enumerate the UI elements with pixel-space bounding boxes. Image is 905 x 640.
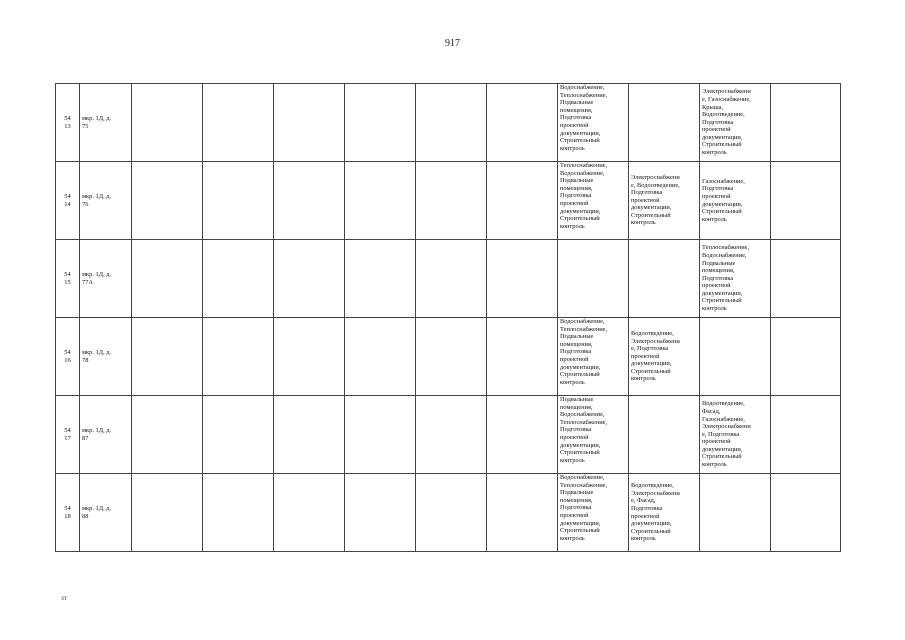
works-cell-a-line: документации, — [560, 129, 601, 137]
empty-cell — [416, 240, 487, 318]
works-cell-c — [700, 318, 771, 396]
works-cell-b-line: контроль — [631, 219, 656, 227]
empty-cell — [203, 240, 274, 318]
empty-cell — [203, 474, 274, 552]
works-cell-b-line: проектной — [631, 352, 660, 360]
address-cell-line: 88 — [82, 512, 89, 520]
works-cell-c-line: е, Подготовка — [702, 430, 740, 438]
table-row — [56, 240, 841, 318]
works-cell-a-line: Подготовка — [560, 504, 592, 512]
works-cell-c-line: Строительный — [702, 453, 742, 461]
row-number-cell-line: 14 — [64, 200, 71, 208]
row-number-cell-line: 15 — [64, 278, 71, 286]
works-cell-b-line: контроль — [631, 535, 656, 543]
works-cell-b — [629, 162, 700, 240]
works-cell-b-line: Электроснабжени — [631, 173, 680, 181]
works-cell-b-line: е, Водоотведение, — [631, 181, 680, 189]
works-cell-c — [700, 84, 771, 162]
row-number-cell-line: 16 — [64, 356, 71, 364]
empty-cell — [345, 162, 416, 240]
address-cell-line: 75 — [82, 122, 89, 130]
table-row — [56, 396, 841, 474]
works-cell-c-line: проектной — [702, 438, 731, 446]
empty-cell — [203, 84, 274, 162]
works-cell-a-line: Строительный — [560, 371, 600, 379]
works-cell-b-line: Подготовка — [631, 189, 663, 197]
works-cell-a-line: контроль — [560, 222, 585, 230]
address-cell — [80, 84, 132, 162]
works-cell-c-line: Строительный — [702, 297, 742, 305]
works-cell-c-line: проектной — [702, 282, 731, 290]
works-cell-a-line: Подготовка — [560, 114, 592, 122]
empty-cell — [132, 84, 203, 162]
address-cell-line: 76 — [82, 200, 89, 208]
row-number-cell-line: 54 — [64, 114, 71, 122]
empty-cell — [771, 84, 841, 162]
address-cell — [80, 396, 132, 474]
works-cell-a-line: Теплоснабжение, — [560, 418, 608, 426]
works-cell-b — [629, 84, 700, 162]
works-cell-c — [700, 396, 771, 474]
empty-cell — [203, 318, 274, 396]
works-cell-a-line: Водоснабжение, — [560, 318, 605, 325]
works-cell-a-line: Подвальные — [560, 333, 594, 341]
works-cell-c-line: Подготовка — [702, 118, 734, 126]
empty-cell — [416, 318, 487, 396]
empty-cell — [132, 240, 203, 318]
row-number-cell — [56, 84, 80, 162]
empty-cell — [771, 162, 841, 240]
works-cell-b-line: Строительный — [631, 527, 671, 535]
works-cell-c-line: контроль — [702, 215, 727, 223]
works-cell-b-line: документации, — [631, 360, 672, 368]
address-cell — [80, 318, 132, 396]
page-number: 917 — [445, 38, 460, 49]
empty-cell — [487, 240, 558, 318]
row-number-cell-line: 17 — [64, 434, 71, 442]
empty-cell — [345, 318, 416, 396]
address-cell — [80, 240, 132, 318]
works-cell-a-line: Подвальные — [560, 177, 594, 185]
works-cell-a-line: Подвальные — [560, 489, 594, 497]
empty-cell — [274, 240, 345, 318]
works-cell-a — [558, 318, 629, 396]
works-cell-c-line: проектной — [702, 126, 731, 134]
works-cell-c-line: документации, — [702, 133, 743, 141]
empty-cell — [274, 84, 345, 162]
works-cell-a-line: контроль — [560, 456, 585, 464]
works-cell-a-line: Водоснабжение, — [560, 169, 605, 177]
works-cell-a-line: проектной — [560, 433, 589, 441]
row-number-cell-line: 13 — [64, 122, 71, 130]
empty-cell — [132, 474, 203, 552]
works-cell-c-line: контроль — [702, 305, 727, 313]
works-cell-b-line: е, Подготовка — [631, 345, 669, 353]
works-cell-a-line: Теплоснабжение, — [560, 91, 608, 99]
works-cell-b — [629, 240, 700, 318]
works-cell-a-line: Подготовка — [560, 192, 592, 200]
works-cell-a-line: помещения, — [560, 184, 593, 192]
works-cell-b — [629, 318, 700, 396]
works-cell-b-line: Строительный — [631, 367, 671, 375]
row-number-cell-line: 54 — [64, 426, 71, 434]
row-number-cell-line: 54 — [64, 270, 71, 278]
works-cell-c — [700, 240, 771, 318]
works-cell-a-line: помещения, — [560, 496, 593, 504]
table-row — [56, 162, 841, 240]
empty-cell — [487, 318, 558, 396]
works-cell-a-line: помещения, — [560, 106, 593, 114]
works-cell-a-line: Подготовка — [560, 426, 592, 434]
works-cell-c-line: Фасад, — [702, 407, 721, 415]
address-cell-line: мкр. 1Д, д. — [82, 504, 112, 512]
works-cell-a-line: Строительный — [560, 137, 600, 145]
works-cell-a-line: проектной — [560, 121, 589, 129]
works-cell-a-line: документации, — [560, 519, 601, 527]
empty-cell — [345, 240, 416, 318]
works-cell-a-line: Теплоснабжение, — [560, 325, 608, 333]
address-cell-line: 78 — [82, 356, 89, 364]
works-cell-b — [629, 474, 700, 552]
empty-cell — [487, 396, 558, 474]
empty-cell — [274, 396, 345, 474]
empty-cell — [416, 474, 487, 552]
works-cell-c-line: Теплоснабжение, — [702, 244, 750, 252]
works-cell-a-line: документации, — [560, 441, 601, 449]
works-cell-a-line: проектной — [560, 511, 589, 519]
address-cell-line: 77А — [82, 278, 94, 286]
works-cell-a-line: помещения, — [560, 403, 593, 411]
works-cell-a-line: контроль — [560, 144, 585, 152]
works-cell-c-line: Строительный — [702, 208, 742, 216]
works-cell-c-line: е, Газоснабжение, — [702, 95, 751, 103]
row-number-cell — [56, 474, 80, 552]
empty-cell — [274, 318, 345, 396]
empty-cell — [345, 396, 416, 474]
works-cell-a-line: Водоснабжение, — [560, 411, 605, 419]
works-cell-a-line: документации, — [560, 207, 601, 215]
row-number-cell-line: 18 — [64, 512, 71, 520]
works-cell-a — [558, 396, 629, 474]
works-cell-c-line: Газоснабжение, — [702, 177, 745, 185]
empty-cell — [416, 396, 487, 474]
empty-cell — [487, 84, 558, 162]
table-row — [56, 84, 841, 162]
table-row — [56, 474, 841, 552]
works-cell-b-line: Электроснабжени — [631, 337, 680, 345]
works-cell-c-line: документации, — [702, 289, 743, 297]
address-cell-line: мкр. 1Д, д. — [82, 192, 112, 200]
works-cell-a-line: помещения, — [560, 340, 593, 348]
works-cell-c — [700, 474, 771, 552]
works-cell-c-line: Подготовка — [702, 274, 734, 282]
row-number-cell — [56, 318, 80, 396]
empty-cell — [771, 396, 841, 474]
works-cell-c-line: помещения, — [702, 267, 735, 275]
works-cell-a-line: Водоснабжение, — [560, 84, 605, 91]
empty-cell — [771, 318, 841, 396]
empty-cell — [274, 474, 345, 552]
works-cell-a-line: контроль — [560, 378, 585, 386]
works-cell-a-line: Теплоснабжение, — [560, 481, 608, 489]
empty-cell — [203, 396, 274, 474]
works-cell-c-line: Крыша, — [702, 103, 724, 111]
empty-cell — [203, 162, 274, 240]
works-cell-a — [558, 474, 629, 552]
works-cell-c-line: документации, — [702, 445, 743, 453]
works-cell-c-line: Газоснабжение, — [702, 415, 745, 423]
works-cell-b-line: Подготовка — [631, 504, 663, 512]
works-cell-a-line: проектной — [560, 355, 589, 363]
works-cell-b-line: Водоотведение, — [631, 482, 674, 490]
works-cell-a-line: проектной — [560, 199, 589, 207]
works-cell-c-line: Водоотведение, — [702, 111, 745, 119]
works-cell-b-line: контроль — [631, 375, 656, 383]
works-cell-c-line: проектной — [702, 192, 731, 200]
works-cell-b-line: Водоотведение, — [631, 329, 674, 337]
address-cell-line: мкр. 1Д, д. — [82, 270, 112, 278]
works-cell-a-line: Водоснабжение, — [560, 474, 605, 481]
works-cell-a-line: Подвальные — [560, 99, 594, 107]
footer-mark: зт — [61, 594, 67, 602]
empty-cell — [487, 474, 558, 552]
table-body — [56, 84, 841, 552]
works-cell-a-line: Строительный — [560, 527, 600, 535]
empty-cell — [274, 162, 345, 240]
works-cell-b-line: е, Фасад, — [631, 497, 656, 505]
repair-schedule-table — [55, 83, 841, 552]
empty-cell — [345, 474, 416, 552]
works-cell-c-line: Водоснабжение, — [702, 251, 747, 259]
row-number-cell-line: 54 — [64, 192, 71, 200]
works-cell-b-line: Электроснабжени — [631, 489, 680, 497]
empty-cell — [345, 84, 416, 162]
address-cell-line: мкр. 1Д, д. — [82, 348, 112, 356]
works-cell-c-line: контроль — [702, 149, 727, 157]
row-number-cell — [56, 162, 80, 240]
empty-cell — [771, 474, 841, 552]
empty-cell — [487, 162, 558, 240]
row-number-cell-line: 54 — [64, 348, 71, 356]
empty-cell — [416, 84, 487, 162]
row-number-cell — [56, 396, 80, 474]
empty-cell — [132, 162, 203, 240]
works-cell-a-line: Подвальные — [560, 396, 594, 403]
works-cell-a-line: Теплоснабжение, — [560, 162, 608, 169]
works-cell-b-line: документации, — [631, 520, 672, 528]
works-cell-c — [700, 162, 771, 240]
works-cell-c-line: Строительный — [702, 141, 742, 149]
row-number-cell — [56, 240, 80, 318]
address-cell-line: мкр. 1Д, д. — [82, 114, 112, 122]
address-cell-line: 87 — [82, 434, 89, 442]
table-row — [56, 318, 841, 396]
works-cell-a-line: контроль — [560, 534, 585, 542]
works-cell-a-line: документации, — [560, 363, 601, 371]
empty-cell — [132, 396, 203, 474]
works-cell-b — [629, 396, 700, 474]
works-cell-a — [558, 84, 629, 162]
works-cell-a — [558, 162, 629, 240]
works-cell-c-line: Водоотведение, — [702, 400, 745, 408]
works-cell-b-line: проектной — [631, 196, 660, 204]
works-cell-a-line: Строительный — [560, 215, 600, 223]
works-cell-a — [558, 240, 629, 318]
address-cell-line: мкр. 1Д, д. — [82, 426, 112, 434]
row-number-cell-line: 54 — [64, 504, 71, 512]
works-cell-c-line: документации, — [702, 200, 743, 208]
works-cell-b-line: проектной — [631, 512, 660, 520]
works-cell-c-line: контроль — [702, 461, 727, 469]
works-cell-c-line: Электроснабжени — [702, 88, 751, 96]
empty-cell — [416, 162, 487, 240]
works-cell-a-line: Строительный — [560, 449, 600, 457]
works-cell-c-line: Подвальные — [702, 259, 736, 267]
empty-cell — [132, 318, 203, 396]
works-cell-b-line: Строительный — [631, 211, 671, 219]
works-cell-b-line: документации, — [631, 204, 672, 212]
address-cell — [80, 474, 132, 552]
empty-cell — [771, 240, 841, 318]
works-cell-c-line: Подготовка — [702, 185, 734, 193]
works-cell-a-line: Подготовка — [560, 348, 592, 356]
works-cell-c-line: Электроснабжени — [702, 423, 751, 431]
address-cell — [80, 162, 132, 240]
